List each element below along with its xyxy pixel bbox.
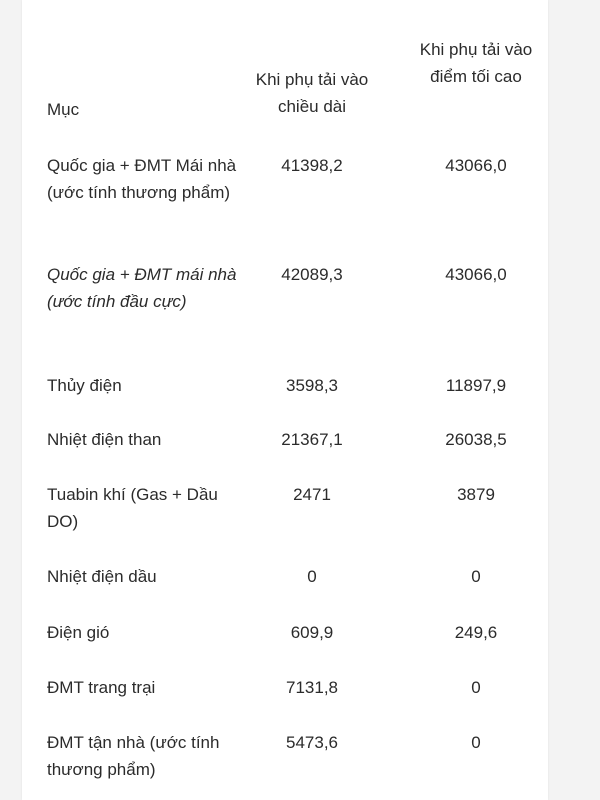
row-long-load-value: 41398,2 bbox=[281, 156, 343, 175]
row-label: Điện gió bbox=[47, 623, 110, 642]
row-peak-load-value: 11897,9 bbox=[445, 376, 507, 395]
header-peak-load: Khi phụ tải vào điểm tối cao bbox=[419, 40, 533, 86]
row-label: Nhiệt điện dầu bbox=[47, 567, 157, 586]
row-label: ĐMT tận nhà (ước tính thương phẩm) bbox=[47, 733, 220, 779]
row-long-load-value: 7131,8 bbox=[286, 678, 338, 697]
row-long-load-value: 42089,3 bbox=[281, 265, 343, 284]
row-peak-load-value: 0 bbox=[471, 567, 481, 586]
row-label: Quốc gia + ĐMT mái nhà (ước tính đầu cực) bbox=[47, 265, 237, 311]
row-peak-load-value: 43066,0 bbox=[445, 265, 507, 284]
row-label: Quốc gia + ĐMT Mái nhà (ước tính thương phẩm) bbox=[47, 156, 237, 202]
row-label: Thủy điện bbox=[47, 376, 122, 395]
row-peak-load-value: 0 bbox=[471, 678, 481, 697]
header-item: Mục bbox=[47, 100, 80, 119]
row-long-load-value: 609,9 bbox=[290, 623, 334, 642]
row-long-load-value: 0 bbox=[307, 567, 317, 586]
row-peak-load-value: 26038,5 bbox=[445, 430, 507, 449]
row-label: Nhiệt điện than bbox=[47, 430, 162, 449]
row-peak-load-value: 0 bbox=[471, 733, 481, 752]
row-peak-load-value: 43066,0 bbox=[445, 156, 507, 175]
row-long-load-value: 21367,1 bbox=[281, 430, 343, 449]
row-long-load-value: 5473,6 bbox=[286, 733, 338, 752]
row-long-load-value: 3598,3 bbox=[286, 376, 338, 395]
header-long-load: Khi phụ tải vào chiều dài bbox=[255, 70, 369, 116]
row-label: Tuabin khí (Gas + Dầu DO) bbox=[47, 485, 218, 531]
row-long-load-value: 2471 bbox=[293, 485, 331, 504]
row-label: ĐMT trang trại bbox=[47, 678, 156, 697]
row-peak-load-value: 249,6 bbox=[454, 623, 498, 642]
row-peak-load-value: 3879 bbox=[457, 485, 495, 504]
power-table-card bbox=[22, 0, 548, 800]
